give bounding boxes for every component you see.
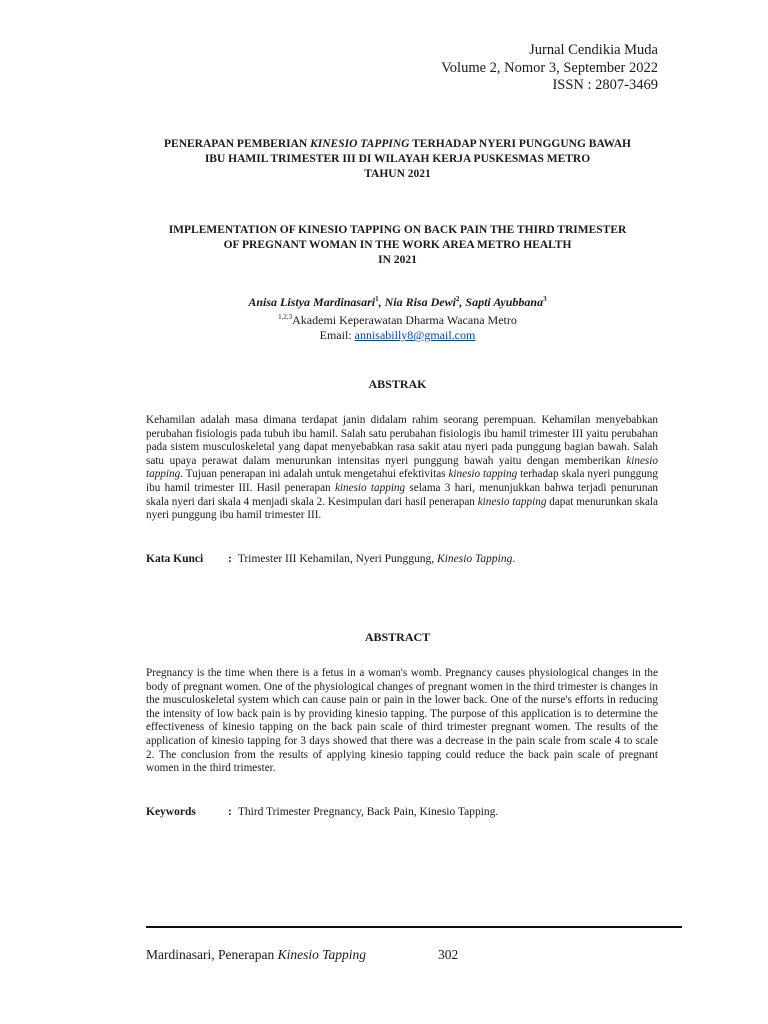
- kata-kunci-label: Kata Kunci: [146, 553, 204, 565]
- abstrak-text-1: Kehamilan adalah masa dimana terdapat janin didalam rahim seorang perempuan. Kehamilan menyebabkan perubahan fisiologis pada tubuh ibu hamil. Salah satu perubahan fisiologis ibu hamil trimester III yaitu perubahan pada sistem musculoskeletal yang dapat menyebabkan rasa sakit atau nyeri pada punggung bagian bawah. Salah satu upaya perawat dalam menurunkan intensitas nyeri punggung bawah yaitu dengan memberikan: [146, 414, 658, 467]
- author-block: [120, 292, 675, 343]
- title-en-line3: IN 2021: [378, 254, 417, 266]
- author-1: Anisa Listya Mardinasari: [248, 295, 376, 309]
- abstrak-text-5: dapat menurunkan skala nyeri punggung ibu hamil trimester III.: [146, 495, 659, 522]
- abstrak-italic-4: kinesio tapping: [477, 495, 547, 508]
- title-indonesian: [120, 137, 675, 182]
- keywords-colon: :: [228, 806, 232, 818]
- kata-kunci-end: .: [512, 553, 516, 565]
- title-en-line2: OF PREGNANT WOMAN IN THE WORK AREA METRO HEALTH: [223, 239, 572, 251]
- keywords-text: Third Trimester Pregnancy, Back Pain, Kinesio Tapping.: [237, 806, 499, 818]
- author-3-sup: 3: [543, 295, 547, 303]
- abstrak-italic-3: kinesio tapping: [334, 481, 406, 494]
- abstrak-body: [146, 414, 658, 523]
- abstrak-text-4: selama 3 hari, menunjukkan bahwa terjadi penurunan skala nyeri dari skala 4 menjadi skala 2. Kesimpulan dari hasil penerapan: [146, 481, 659, 508]
- abstract-body: Pregnancy is the time when there is a fetus in a woman's womb. Pregnancy causes physiological changes in the body of pregnant women. One of the physiological changes of pregnant women in the third trimester is changes in the musculoskeletal system which can cause pain or pain in the lower back. One of the nurse's efforts in reducing the intensity of low back pain is by providing kinesio tapping. The purpose of this application is to determine the effectiveness of kinesio tapping on the back pain scale of third trimester pregnant women. The results of the application of kinesio tapping for 3 days showed that there was a decrease in the pain scale from scale 4 to scale 2. The conclusion from the results of applying kinesio tapping could reduce the back pain scale of pregnant women in the third trimester.: [146, 667, 658, 775]
- abstrak-italic-2: kinesio tapping: [448, 468, 518, 481]
- title-id-line2: IBU HAMIL TRIMESTER III DI WILAYAH KERJA PUSKESMAS METRO: [204, 153, 591, 165]
- title-english: [120, 223, 675, 268]
- journal-issn: ISSN : 2807-3469: [552, 77, 658, 93]
- footer-rule: [146, 926, 682, 928]
- footer-italic: Kinesio Tapping: [277, 947, 366, 962]
- author-3: , Sapti Ayubbana: [459, 295, 544, 309]
- author-2-sup: 2: [455, 295, 460, 303]
- author-names: [120, 292, 675, 310]
- page-footer: [146, 947, 459, 963]
- kata-kunci-row: [146, 553, 686, 565]
- title-id-part1: PENERAPAN PEMBERIAN: [164, 138, 311, 150]
- abstrak-text-3: terhadap skala nyeri punggung ibu hamil trimester III. Hasil penerapan: [146, 468, 658, 494]
- journal-name: Jurnal Cendikia Muda: [529, 42, 658, 58]
- email-label: Email:: [319, 328, 355, 342]
- journal-header: [441, 42, 658, 95]
- kata-kunci-text: Trimester III Kehamilan, Nyeri Punggung,: [237, 553, 438, 565]
- email-link[interactable]: annisabilly8@gmail.com: [354, 328, 476, 342]
- affiliation: [120, 310, 675, 328]
- title-id-line3: TAHUN 2021: [364, 168, 431, 180]
- abstract-heading: ABSTRACT: [364, 630, 431, 644]
- author-1-sup: 1: [375, 295, 379, 303]
- keywords-label: Keywords: [146, 806, 196, 818]
- abstrak-text-2: . Tujuan penerapan ini adalah untuk mengetahui efektivitas: [180, 468, 449, 481]
- footer-author: Mardinasari, Penerapan: [146, 947, 278, 962]
- kata-kunci-colon: :: [228, 553, 232, 565]
- title-id-italic: KINESIO TAPPING: [310, 138, 410, 150]
- affiliation-text: Akademi Keperawatan Dharma Wacana Metro: [292, 313, 517, 327]
- abstrak-italic-1: kinesio tapping: [146, 454, 658, 481]
- email-line: [120, 328, 675, 343]
- keywords-row: [146, 806, 686, 818]
- abstrak-heading: ABSTRAK: [368, 377, 427, 391]
- affiliation-sup: 1,2,3: [278, 313, 293, 321]
- title-id-part2: TERHADAP NYERI PUNGGUNG BAWAH: [409, 138, 631, 150]
- kata-kunci-italic: Kinesio Tapping: [437, 553, 513, 565]
- page-number: 302: [438, 947, 459, 962]
- journal-volume: Volume 2, Nomor 3, September 2022: [441, 59, 658, 76]
- author-2: , Nia Risa Dewi: [378, 295, 456, 309]
- title-en-line1: IMPLEMENTATION OF KINESIO TAPPING ON BACK PAIN THE THIRD TRIMESTER: [168, 224, 627, 236]
